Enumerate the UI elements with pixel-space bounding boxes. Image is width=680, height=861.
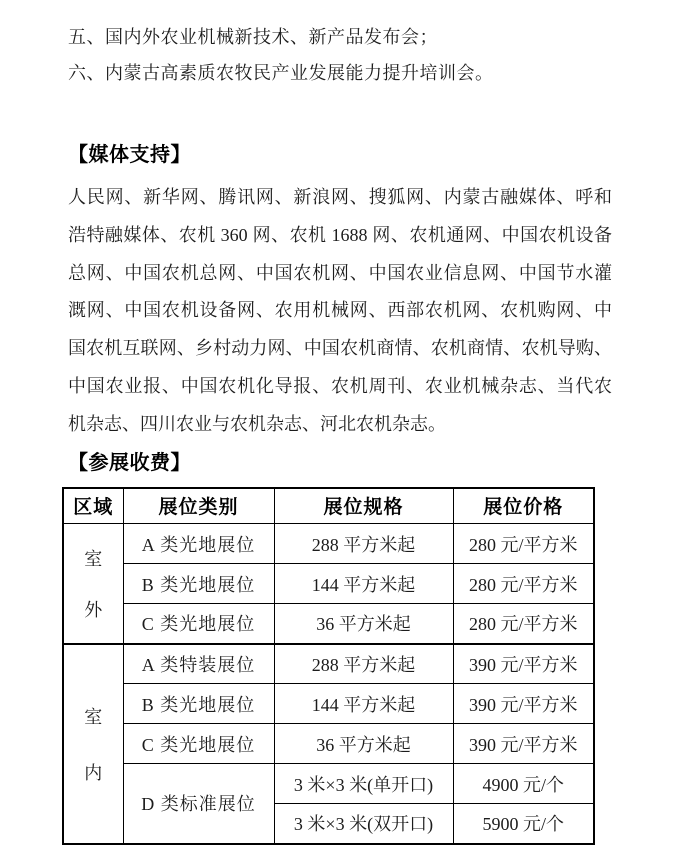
price-cell: 280 元/平方米 bbox=[453, 604, 594, 644]
table-row bbox=[63, 644, 594, 684]
spec-cell: 36 平方米起 bbox=[274, 724, 453, 764]
document-page bbox=[68, 0, 612, 845]
list-item-6: 六、内蒙古高素质农牧民产业发展能力提升培训会。 bbox=[68, 63, 494, 83]
zone-cell-indoor bbox=[63, 644, 123, 844]
price-cell: 280 元/平方米 bbox=[453, 564, 594, 604]
category-cell: C 类光地展位 bbox=[123, 604, 274, 644]
table-row bbox=[63, 524, 594, 564]
exhibition-fee-heading: 【参展收费】 bbox=[68, 451, 191, 474]
spec-cell: 288 平方米起 bbox=[274, 644, 453, 684]
list-item-5: 五、国内外农业机械新技术、新产品发布会； bbox=[68, 27, 438, 47]
category-cell: D 类标准展位 bbox=[123, 764, 274, 844]
zone-char: 外 bbox=[84, 599, 103, 620]
zone-cell-outdoor bbox=[63, 524, 123, 644]
header-cell-spec: 展位规格 bbox=[274, 488, 453, 524]
table-row bbox=[63, 764, 594, 804]
media-support-heading: 【媒体支持】 bbox=[68, 144, 191, 166]
category-cell: A 类光地展位 bbox=[123, 524, 274, 564]
table-row bbox=[63, 724, 594, 764]
price-cell: 390 元/平方米 bbox=[453, 644, 594, 684]
price-cell: 280 元/平方米 bbox=[453, 524, 594, 564]
spec-cell: 288 平方米起 bbox=[274, 524, 453, 564]
zone-char: 室 bbox=[84, 706, 103, 727]
zone-label-indoor bbox=[64, 703, 123, 785]
price-cell: 390 元/平方米 bbox=[453, 724, 594, 764]
spec-cell: 144 平方米起 bbox=[274, 684, 453, 724]
zone-char: 室 bbox=[84, 548, 103, 569]
category-cell: B 类光地展位 bbox=[123, 564, 274, 604]
zone-char: 内 bbox=[84, 762, 103, 783]
spec-cell: 36 平方米起 bbox=[274, 604, 453, 644]
price-cell: 5900 元/个 bbox=[453, 804, 594, 844]
media-paragraph-line: 中国农业报、中国农机化导报、农机周刊、农业机械杂志、当代农 bbox=[68, 375, 612, 396]
price-cell: 390 元/平方米 bbox=[453, 684, 594, 724]
media-paragraph-line: 机杂志、四川农业与农机杂志、河北农机杂志。 bbox=[68, 413, 446, 434]
category-cell: B 类光地展位 bbox=[123, 684, 274, 724]
price-cell: 4900 元/个 bbox=[453, 764, 594, 804]
media-paragraph-line: 总网、中国农机总网、中国农机网、中国农业信息网、中国节水灌 bbox=[68, 262, 612, 283]
media-paragraph-line: 人民网、新华网、腾讯网、新浪网、搜狐网、内蒙古融媒体、呼和 bbox=[68, 187, 612, 207]
spec-cell: 3 米×3 米(双开口) bbox=[274, 804, 453, 844]
table-row bbox=[63, 684, 594, 724]
header-cell-zone: 区域 bbox=[63, 488, 123, 524]
fee-table-header-row bbox=[63, 488, 594, 524]
category-cell: C 类光地展位 bbox=[123, 724, 274, 764]
media-paragraph bbox=[68, 179, 612, 444]
media-paragraph-line: 溉网、中国农机设备网、农用机械网、西部农机网、农机购网、中 bbox=[68, 300, 612, 321]
numbered-list bbox=[68, 0, 612, 91]
header-cell-category: 展位类别 bbox=[123, 488, 274, 524]
table-row bbox=[63, 604, 594, 644]
table-row bbox=[63, 564, 594, 604]
header-cell-price: 展位价格 bbox=[453, 488, 594, 524]
media-paragraph-line: 浩特融媒体、农机 360 网、农机 1688 网、农机通网、中国农机设备 bbox=[68, 224, 612, 245]
spec-cell: 3 米×3 米(单开口) bbox=[274, 764, 453, 804]
category-cell: A 类特装展位 bbox=[123, 644, 274, 684]
fee-table bbox=[62, 487, 595, 845]
media-paragraph-line: 国农机互联网、乡村动力网、中国农机商情、农机商情、农机导购、 bbox=[68, 338, 612, 359]
zone-label-outdoor bbox=[64, 545, 123, 622]
spec-cell: 144 平方米起 bbox=[274, 564, 453, 604]
